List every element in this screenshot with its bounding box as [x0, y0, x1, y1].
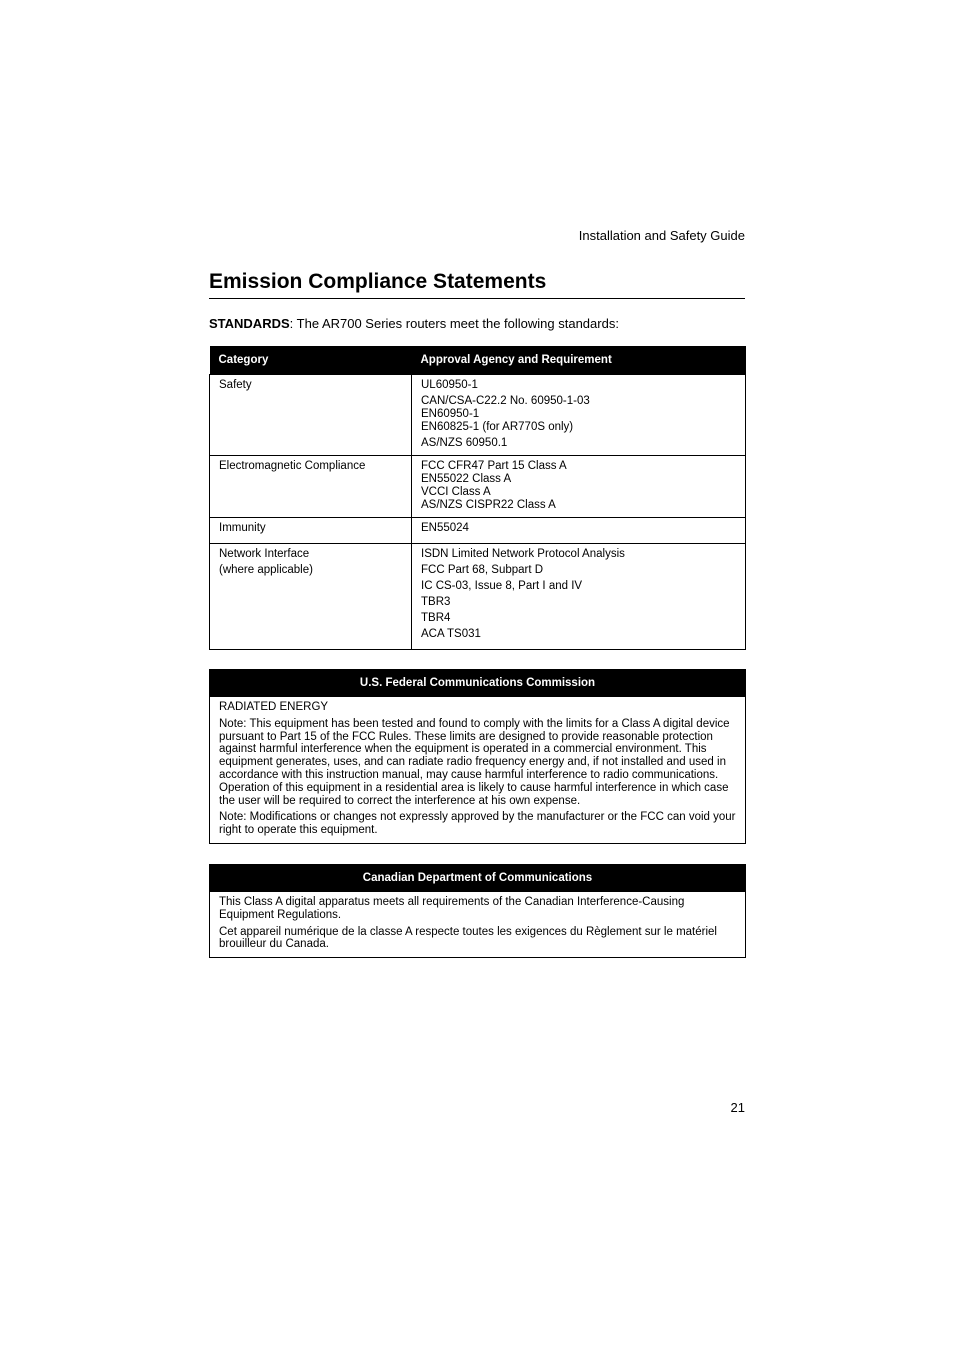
- standards-intro-text: : The AR700 Series routers meet the following standards:: [289, 316, 619, 331]
- requirement-line: EN60950-1: [421, 408, 480, 420]
- standards-intro: [209, 316, 619, 331]
- canada-statement-box: [209, 864, 746, 958]
- table-row: [210, 375, 746, 456]
- fcc-paragraph: Note: Modifications or changes not expressly approved by the manufacturer or the FCC can void your right to operate this equipment.: [219, 811, 736, 837]
- fcc-body: [210, 697, 745, 843]
- requirement-line: TBR3: [421, 596, 451, 608]
- running-header: Installation and Safety Guide: [578, 228, 745, 243]
- canada-paragraph: Cet appareil numérique de la classe A respecte toutes les exigences du Règlement sur le matériel brouilleur du Canada.: [219, 925, 717, 951]
- requirement-line: AS/NZS 60950.1: [421, 437, 508, 449]
- standards-table: [209, 346, 746, 650]
- requirement-line: ISDN Limited Network Protocol Analysis: [421, 548, 625, 560]
- requirement-line: EN55022 Class A: [421, 473, 512, 485]
- requirement-line: TBR4: [421, 612, 451, 624]
- category-line: (where applicable): [219, 564, 313, 576]
- canada-heading: Canadian Department of Communications: [210, 865, 745, 892]
- fcc-statement-box: [209, 669, 746, 844]
- requirement-cell: [412, 456, 746, 518]
- fcc-paragraph: Note: This equipment has been tested and found to comply with the limits for a Class A digital device pursuant to Part 15 of the FCC Rules. These limits are designed to provide reasonable protection against harmful interference when the equipment is operated in a commercial environment. This equipment generates, uses, and can radiate radio frequency energy and, if not installed and used in accordance with this instruction manual, may cause harmful interference to radio communications. Operation of this equipment in a residential area is likely to cause harmful interference in which case the user will be required to correct the interference at his own expense.: [219, 717, 730, 807]
- table-row: [210, 544, 746, 650]
- fcc-paragraph: RADIATED ENERGY: [219, 701, 329, 713]
- column-header-approval: Approval Agency and Requirement: [412, 346, 746, 375]
- category-line: Network Interface: [219, 548, 310, 560]
- requirement-line: FCC CFR47 Part 15 Class A: [421, 460, 567, 472]
- column-header-category: Category: [210, 346, 412, 375]
- category-line: Electromagnetic Compliance: [219, 460, 366, 472]
- canada-paragraph: This Class A digital apparatus meets all requirements of the Canadian Interference-Causing Equipment Regulations.: [219, 896, 685, 921]
- table-header-row: [210, 346, 746, 375]
- category-line: Safety: [219, 379, 252, 391]
- canada-body: [210, 892, 745, 957]
- table-row: [210, 456, 746, 518]
- requirement-line: ACA TS031: [421, 628, 481, 640]
- category-cell: [210, 375, 412, 456]
- category-cell: [210, 456, 412, 518]
- requirement-line: VCCI Class A: [421, 486, 491, 498]
- requirement-line: UL60950-1: [421, 379, 478, 391]
- requirement-cell: [412, 375, 746, 456]
- table-row: [210, 518, 746, 544]
- page-title: Emission Compliance Statements: [209, 270, 745, 299]
- fcc-heading: U.S. Federal Communications Commission: [210, 670, 745, 697]
- page-number: 21: [730, 1100, 745, 1115]
- category-cell: [210, 518, 412, 544]
- requirement-line: AS/NZS CISPR22 Class A: [421, 499, 556, 511]
- standards-lead: STANDARDS: [209, 316, 290, 331]
- requirement-cell: [412, 518, 746, 544]
- requirement-line: FCC Part 68, Subpart D: [421, 564, 544, 576]
- requirement-line: EN60825-1 (for AR770S only): [421, 421, 574, 433]
- requirement-line: EN55024: [421, 522, 469, 534]
- requirement-cell: [412, 544, 746, 650]
- requirement-line: CAN/CSA-C22.2 No. 60950-1-03: [421, 395, 590, 407]
- category-cell: [210, 544, 412, 650]
- requirement-line: IC CS-03, Issue 8, Part I and IV: [421, 580, 583, 592]
- category-line: Immunity: [219, 522, 266, 534]
